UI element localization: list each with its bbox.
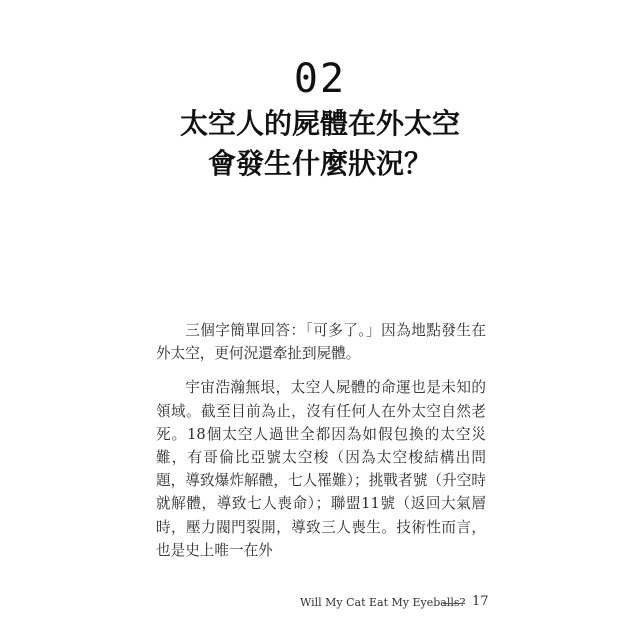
footer-rule [443, 603, 465, 604]
body-text [156, 319, 486, 573]
page-footer [300, 595, 490, 611]
paragraph-1: 三個字簡單回答：「可多了。」因為地點發生在外太空，更何況還牽扯到屍體。 [156, 322, 486, 363]
chapter-title-line-2: 會發生什麼狀況？ [207, 147, 432, 180]
chapter-title [0, 104, 640, 184]
chapter-number: 02 [293, 56, 347, 102]
chapter-title-line-1: 太空人的屍體在外太空 [179, 107, 460, 140]
paragraph-2: 宇宙浩瀚無垠，太空人屍體的命運也是未知的領域。截至目前為止，沒有任何人在外太空自然老死。18個太空人過世全都因為如假包換的太空災難，有哥倫比亞號太空梭（因為太空梭結構出問題，導致爆炸解體，七人罹難）；挑戰者號（升空時就解體，導致七人喪命）；聯盟11號（返回大氣層時，壓力閥門裂開，導致三人喪生。技術性而言，也是史上唯一在外 [156, 379, 486, 559]
running-head: Will My Cat Eat My Eyeballs? [300, 596, 466, 609]
page-number: 17 [472, 594, 489, 609]
